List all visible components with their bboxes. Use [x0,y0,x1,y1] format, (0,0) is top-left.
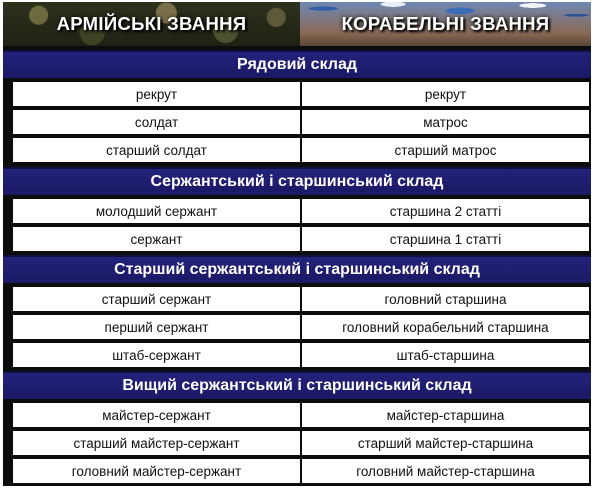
army-rank-cell: рекрут [13,82,300,106]
army-rank-cell: сержант [13,227,300,251]
navy-rank-cell: матрос [302,110,589,134]
army-rank-cell: штаб-сержант [13,343,300,367]
section-header: Рядовий склад [3,50,591,78]
navy-rank-cell: штаб-старшина [302,343,589,367]
ranks-table [3,2,591,486]
navy-rank-cell: старший майстер-старшина [302,431,589,455]
section-header: Вищий сержантський і старшинський склад [3,371,591,399]
army-rank-cell: старший сержант [13,287,300,311]
army-ranks-title: АРМІЙСЬКІ ЗВАННЯ [56,13,247,34]
army-rank-cell: головний майстер-сержант [13,459,300,483]
navy-ranks-title: КОРАБЕЛЬНІ ЗВАННЯ [341,13,550,34]
navy-ranks-banner [300,2,591,46]
army-rank-cell: старший солдат [13,138,300,162]
section-header: Старший сержантський і старшинський склад [3,255,591,283]
navy-rank-cell: старший матрос [302,138,589,162]
navy-rank-cell: головний старшина [302,287,589,311]
navy-rank-cell: старшина 2 статті [302,199,589,223]
navy-rank-cell: майстер-старшина [302,403,589,427]
army-rank-cell: молодший сержант [13,199,300,223]
navy-rank-cell: головний майстер-старшина [302,459,589,483]
army-ranks-banner [3,2,300,46]
navy-rank-cell: старшина 1 статті [302,227,589,251]
army-rank-cell: солдат [13,110,300,134]
army-rank-cell: перший сержант [13,315,300,339]
army-rank-cell: майстер-сержант [13,403,300,427]
navy-rank-cell: рекрут [302,82,589,106]
army-rank-cell: старший майстер-сержант [13,431,300,455]
navy-rank-cell: головний корабельний старшина [302,315,589,339]
section-header: Сержантський і старшинський склад [3,167,591,195]
